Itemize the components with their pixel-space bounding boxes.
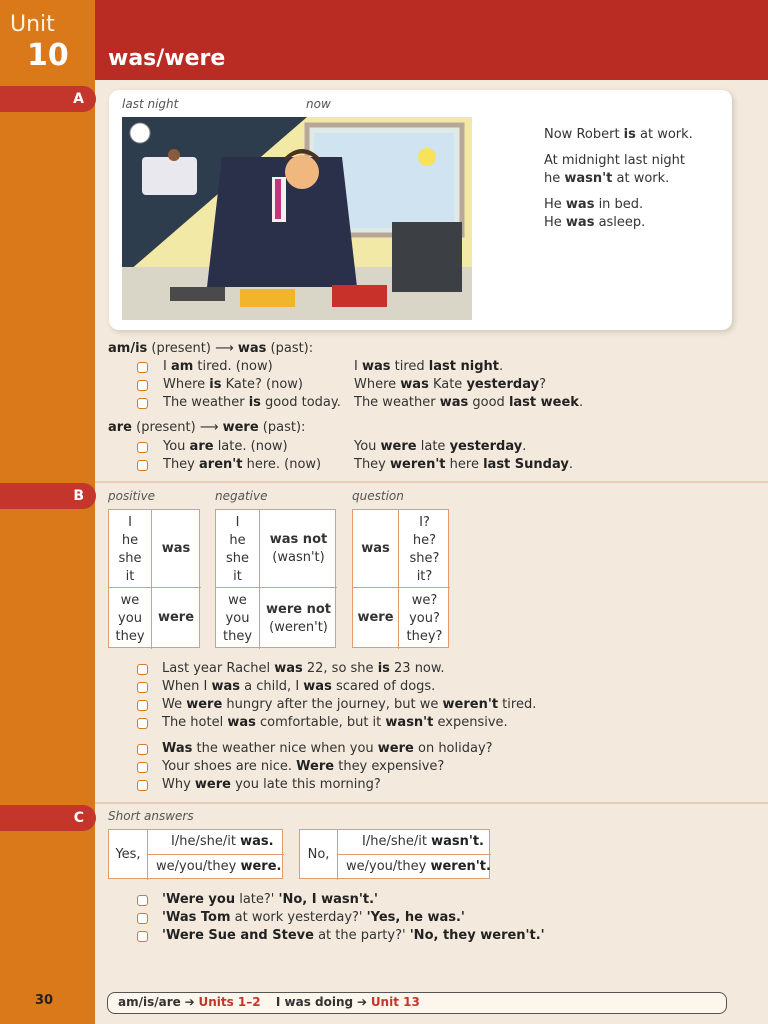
example-left: You are late. (now) bbox=[163, 439, 288, 454]
checkbox-icon bbox=[137, 931, 148, 942]
pronouns-singular: I he she it bbox=[118, 515, 142, 584]
checkbox-icon bbox=[137, 398, 148, 409]
caption-line: He was asleep. bbox=[544, 215, 646, 230]
negative-table bbox=[215, 509, 336, 648]
question-pronouns-singular: I? he? she? it? bbox=[409, 515, 440, 584]
link-unit-13[interactable]: Unit 13 bbox=[370, 995, 420, 1009]
section-tab-a: A bbox=[0, 86, 96, 112]
label-positive: positive bbox=[108, 489, 156, 503]
checkbox-icon bbox=[137, 460, 148, 471]
clock-icon bbox=[130, 123, 150, 143]
section-tab-b: B bbox=[0, 483, 96, 509]
no-row-sing: I/he/she/it wasn't. bbox=[362, 834, 484, 849]
short-answers-title: Short answers bbox=[108, 809, 194, 823]
no-table bbox=[299, 829, 490, 879]
pos-was: was bbox=[161, 541, 191, 556]
checkbox-icon bbox=[137, 442, 148, 453]
example-left: Where is Kate? (now) bbox=[163, 377, 303, 392]
yes-row-plural: we/you/they were. bbox=[156, 859, 282, 874]
pronouns-singular: I he she it bbox=[225, 515, 249, 584]
no-label: No, bbox=[307, 847, 330, 862]
q-was: was bbox=[361, 541, 390, 556]
pronouns-plural: we you they bbox=[222, 593, 253, 644]
pronouns-plural: we you they bbox=[115, 593, 145, 644]
rule-are: are (present) ⟶ were (past): bbox=[108, 420, 306, 435]
office-illustration bbox=[122, 117, 472, 320]
neg-were-not: were not (weren't) bbox=[266, 602, 331, 635]
caption-block bbox=[544, 127, 693, 230]
divider bbox=[95, 802, 768, 804]
neg-was-not: was not (wasn't) bbox=[269, 532, 328, 565]
arrow-icon: ➔ bbox=[353, 995, 371, 1009]
example-right: The weather was good last week. bbox=[354, 395, 584, 410]
link-units-1-2[interactable]: Units 1–2 bbox=[198, 995, 261, 1009]
checkbox-icon bbox=[137, 362, 148, 373]
checkbox-icon bbox=[137, 380, 148, 391]
example-left: The weather is good today. bbox=[163, 395, 341, 410]
yes-label: Yes, bbox=[115, 847, 141, 862]
example-right: You were late yesterday. bbox=[354, 439, 527, 454]
page-title: was/were bbox=[108, 46, 226, 71]
example-left: They aren't here. (now) bbox=[163, 457, 322, 472]
yes-row-sing: I/he/she/it was. bbox=[171, 834, 274, 849]
example-left: I am tired. (now) bbox=[163, 359, 273, 374]
no-row-plural: we/you/they weren't. bbox=[346, 859, 491, 874]
label-last-night: last night bbox=[122, 97, 179, 111]
divider bbox=[95, 481, 768, 483]
label-question: question bbox=[352, 489, 404, 503]
example-right: I was tired last night. bbox=[354, 359, 504, 374]
caption-line: Now Robert is at work. bbox=[544, 127, 693, 142]
checkbox-icon bbox=[137, 700, 148, 711]
caption-line: He was in bed. bbox=[544, 197, 644, 212]
arrow-icon: ➔ bbox=[180, 995, 199, 1009]
yes-table bbox=[108, 829, 283, 879]
checkbox-icon bbox=[137, 762, 148, 773]
rule-am-is: am/is (present) ⟶ was (past): bbox=[108, 341, 314, 356]
checkbox-icon bbox=[137, 913, 148, 924]
checkbox-icon bbox=[137, 780, 148, 791]
example-right: They weren't here last Sunday. bbox=[354, 457, 573, 472]
checkbox-icon bbox=[137, 895, 148, 906]
q-were: were bbox=[357, 610, 394, 625]
caption-line: he wasn't at work. bbox=[544, 171, 670, 186]
cross-reference-bar: am/is/are ➔ Units 1–2 I was doing ➔ Unit 13 bbox=[107, 992, 727, 1014]
unit-label: Unit bbox=[10, 12, 55, 37]
checkbox-icon bbox=[137, 664, 148, 675]
checkbox-icon bbox=[137, 744, 148, 755]
section-tab-c: C bbox=[0, 805, 96, 831]
sidebar bbox=[0, 0, 95, 1024]
caption-line: At midnight last night bbox=[544, 153, 686, 168]
checkbox-icon bbox=[137, 682, 148, 693]
pos-were: were bbox=[157, 610, 195, 625]
checkbox-icon bbox=[137, 718, 148, 729]
positive-table bbox=[108, 509, 200, 648]
example-right: Where was Kate yesterday? bbox=[354, 377, 546, 392]
label-negative: negative bbox=[215, 489, 268, 503]
question-table bbox=[352, 509, 449, 648]
unit-number: 10 bbox=[27, 38, 69, 73]
page-number: 30 bbox=[35, 993, 54, 1008]
label-now: now bbox=[306, 97, 331, 111]
question-pronouns-plural: we? you? they? bbox=[406, 593, 443, 644]
